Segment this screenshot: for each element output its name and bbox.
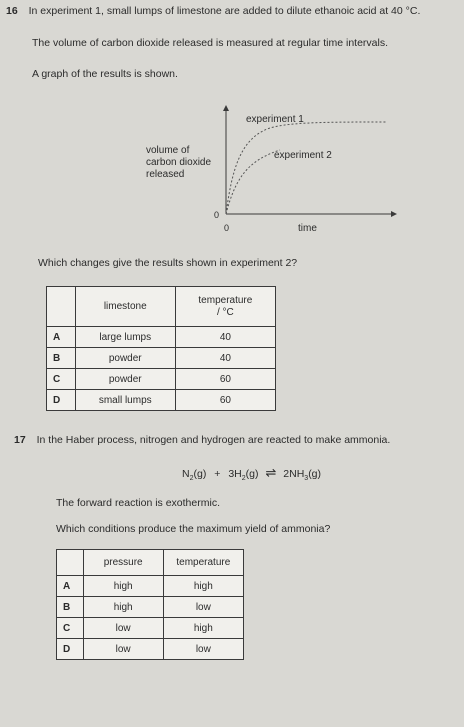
results-graph — [140, 100, 410, 240]
option-label: C — [47, 369, 76, 390]
table-row — [47, 390, 276, 411]
table-row — [57, 597, 244, 618]
limestone-cell: small lumps — [75, 390, 175, 411]
question-16 — [6, 5, 420, 18]
question-17 — [14, 434, 390, 447]
x-axis-label: time — [298, 223, 317, 234]
option-label: D — [47, 390, 76, 411]
header-temperature: temperature — [163, 550, 243, 576]
option-label: A — [47, 327, 76, 348]
header-pressure: pressure — [83, 550, 163, 576]
question-prompt: Which conditions produce the maximum yield of ammonia? — [56, 523, 331, 535]
header-blank — [47, 287, 76, 327]
equilibrium-arrow: ⇌ — [265, 465, 277, 480]
temperature-cell: 60 — [175, 390, 275, 411]
table-row — [47, 369, 276, 390]
experiment-1-label: experiment 1 — [246, 114, 304, 125]
limestone-cell: powder — [75, 369, 175, 390]
table-row — [57, 639, 244, 660]
temperature-cell: 40 — [175, 348, 275, 369]
y-axis-label-3: released — [146, 169, 185, 180]
temperature-cell: 60 — [175, 369, 275, 390]
temperature-cell: high — [163, 618, 243, 639]
question-text: In experiment 1, small lumps of limestone are added to dilute ethanoic acid at 40 °C. — [28, 5, 421, 17]
question-text: The forward reaction is exothermic. — [56, 497, 220, 509]
y-zero-label: 0 — [214, 210, 220, 220]
table-row — [57, 576, 244, 597]
question-number: 16 — [6, 5, 18, 17]
pressure-cell: high — [83, 597, 163, 618]
pressure-cell: low — [83, 618, 163, 639]
table-row — [47, 348, 276, 369]
experiment-1-curve — [226, 122, 386, 214]
temperature-cell: 40 — [175, 327, 275, 348]
y-axis-label-2: carbon dioxide — [146, 157, 212, 168]
temperature-cell: low — [163, 597, 243, 618]
limestone-cell: powder — [75, 348, 175, 369]
pressure-cell: high — [83, 576, 163, 597]
option-label: B — [57, 597, 84, 618]
option-label: B — [47, 348, 76, 369]
pressure-cell: low — [83, 639, 163, 660]
experiment-2-label: experiment 2 — [274, 150, 332, 161]
question-prompt: Which changes give the results shown in experiment 2? — [38, 257, 298, 269]
experiment-2-curve — [226, 150, 280, 214]
option-label: C — [57, 618, 84, 639]
table-row — [57, 618, 244, 639]
q16-options-table — [46, 286, 276, 411]
header-temperature: temperature / °C — [175, 287, 275, 327]
header-blank — [57, 550, 84, 576]
option-label: D — [57, 639, 84, 660]
question-text: The volume of carbon dioxide released is measured at regular time intervals. — [32, 37, 389, 49]
table-row — [47, 327, 276, 348]
haber-equation: $N_2(g) + 3H_2(g)$ ⇌ $2NH_3(g)$ — [182, 465, 322, 483]
x-zero-label: 0 — [224, 223, 230, 233]
question-number: 17 — [14, 434, 26, 446]
header-limestone: limestone — [75, 287, 175, 327]
limestone-cell: large lumps — [75, 327, 175, 348]
temperature-cell: low — [163, 639, 243, 660]
temperature-cell: high — [163, 576, 243, 597]
question-text: A graph of the results is shown. — [32, 68, 178, 80]
question-text: In the Haber process, nitrogen and hydrogen are reacted to make ammonia. — [36, 434, 391, 446]
y-axis-label-1: volume of — [146, 145, 190, 156]
q17-options-table — [56, 549, 244, 660]
option-label: A — [57, 576, 84, 597]
